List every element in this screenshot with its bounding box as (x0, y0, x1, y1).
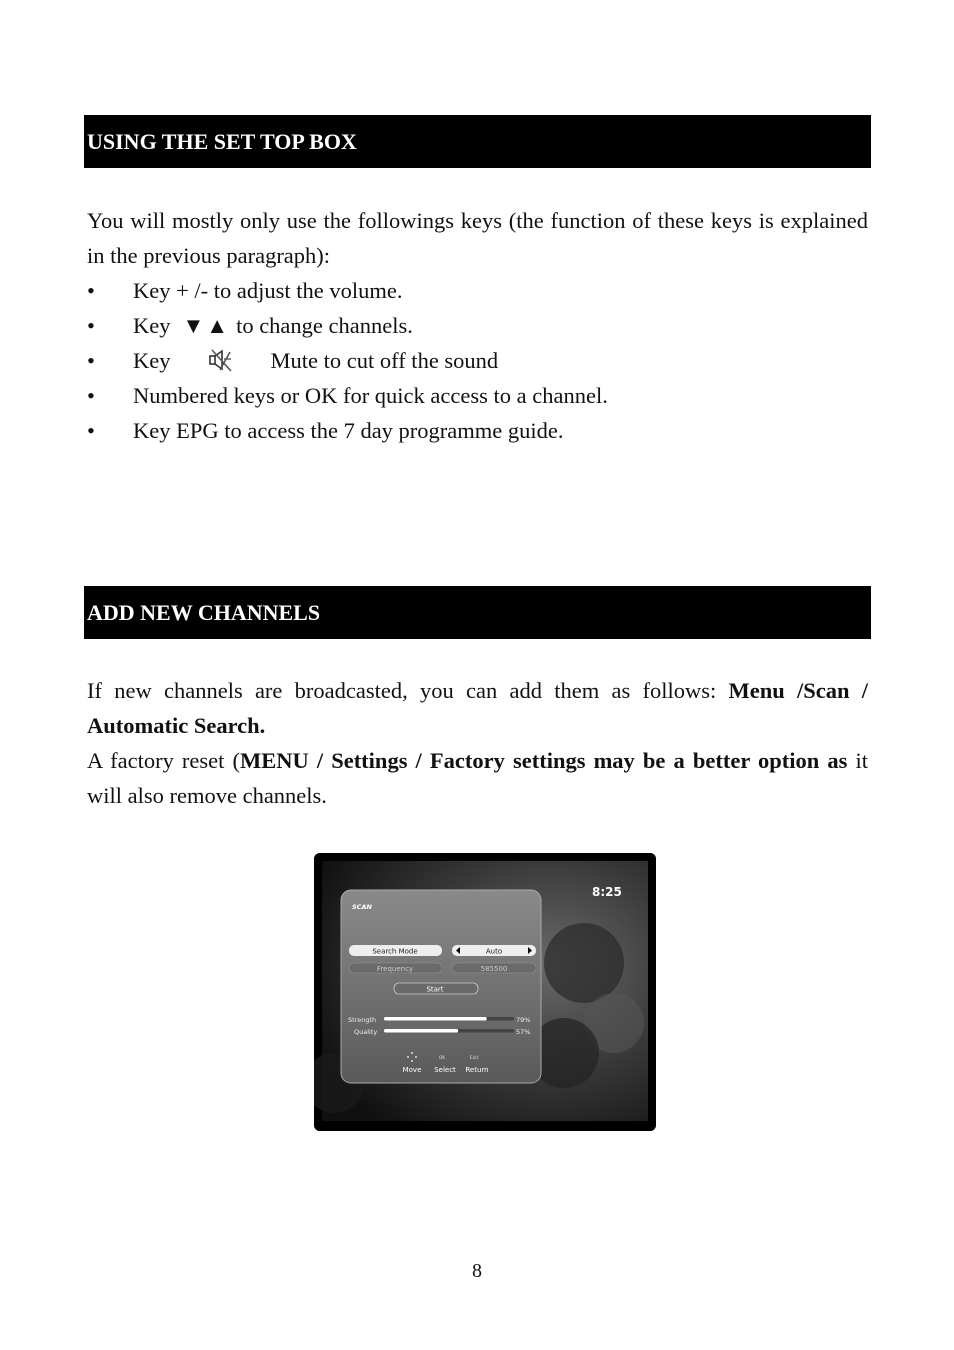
factory-reset-path: MENU / Settings / Factory settings may be a better option as (240, 748, 848, 773)
scan-menu-screenshot (314, 853, 656, 1131)
key-list (87, 273, 868, 448)
quality-bar (384, 1029, 458, 1033)
list-item: • Key EPG to access the 7 day programme guide. (87, 413, 868, 448)
bullet: • (87, 313, 95, 338)
section-heading-using-set-top-box (84, 115, 871, 168)
svg-text:Frequency: Frequency (376, 965, 414, 973)
svg-text:Quality: Quality (354, 1028, 378, 1036)
svg-text:Search Mode: Search Mode (372, 947, 418, 956)
svg-text:Return: Return (465, 1066, 489, 1074)
section-heading-add-new-channels (84, 586, 871, 639)
bullet: • (87, 418, 95, 443)
svg-text:Move: Move (402, 1066, 422, 1074)
ok-icon: OK (438, 1056, 446, 1061)
list-item: • Key ▼▲ to change channels. (87, 308, 868, 343)
svg-text:Select: Select (434, 1066, 456, 1074)
list-item: • Key Mute to cut off the sound (87, 343, 868, 378)
add-channels-paragraph: If new channels are broadcasted, you can add them as follows: Menu /Scan / Automatic Search. (87, 678, 868, 738)
bullet: • (87, 278, 95, 303)
panel-title: SCAN (352, 903, 372, 911)
bullet: • (87, 383, 95, 408)
section-title: ADD NEW CHANNELS (87, 599, 321, 625)
list-item: • Key + /- to adjust the volume. (87, 273, 868, 308)
svg-text:57%: 57% (516, 1028, 531, 1036)
bullet: • (87, 348, 95, 373)
svg-text:Start: Start (426, 985, 444, 994)
mute-icon (207, 346, 235, 374)
section-title: USING THE SET TOP BOX (87, 128, 357, 154)
strength-bar (384, 1017, 487, 1021)
list-item: • Numbered keys or OK for quick access to a channel. (87, 378, 868, 413)
exit-icon: Exit (469, 1056, 479, 1061)
menu-path: Menu /Scan / Automatic Search. (87, 678, 868, 738)
svg-text:79%: 79% (516, 1016, 531, 1024)
clock: 8:25 (592, 885, 622, 899)
svg-text:Auto: Auto (485, 947, 503, 956)
factory-reset-paragraph: A factory reset (MENU / Settings / Factory settings may be a better option as it will also remove channels. (87, 748, 869, 808)
down-up-arrows-icon: ▼▲ (182, 313, 231, 338)
intro-paragraph: You will mostly only use the followings keys (the function of these keys is explained in the previous paragraph): (87, 208, 868, 268)
svg-text:585500: 585500 (480, 965, 508, 973)
page-number: 8 (472, 1260, 482, 1282)
svg-text:Strength: Strength (348, 1016, 377, 1024)
